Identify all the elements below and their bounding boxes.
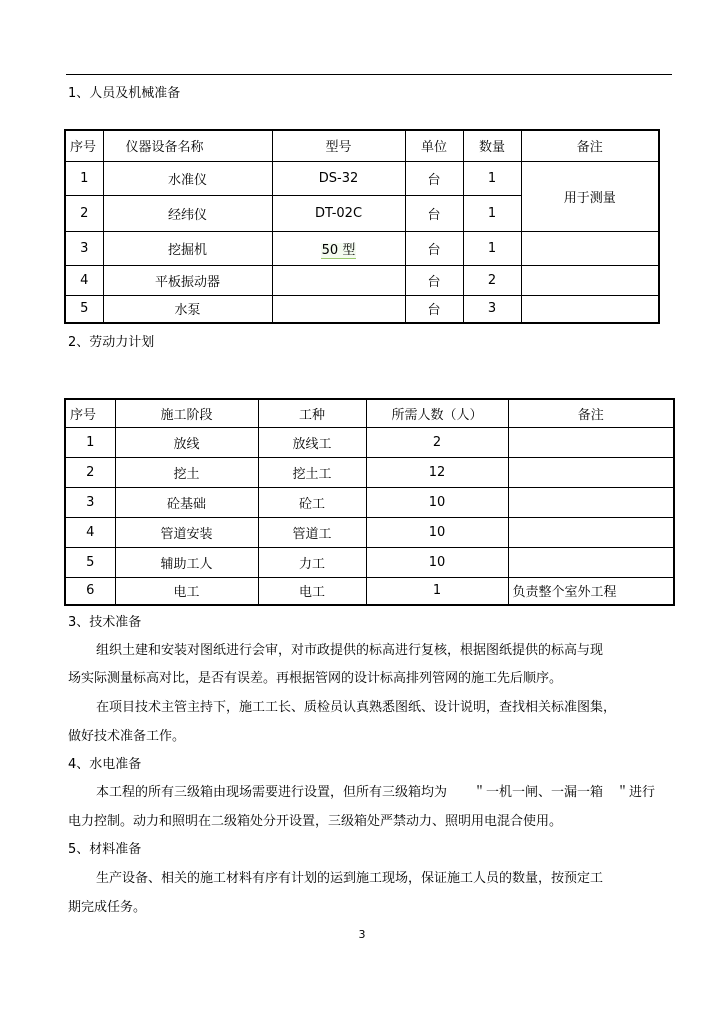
cell-qty: 1 [463,231,521,265]
paragraph-line: 电力控制。动力和照明在二级箱处分开设置，三级箱处严禁动力、照明用电混合使用。 [68,814,563,829]
cell-count: 2 [366,427,508,457]
section-4-title: 4、水电准备 [68,757,142,772]
table-row [65,577,674,605]
cell-stage: 管道安装 [115,517,258,547]
labor-table-header [65,399,674,427]
cell-remark [508,517,674,547]
cell-remark [508,547,674,577]
header-cell: 施工阶段 [115,399,258,427]
cell-remark [521,295,659,323]
table-row [65,161,659,195]
equipment-table-header [65,130,659,161]
section-3-title: 3、技术准备 [68,615,142,630]
cell-count: 10 [366,517,508,547]
table-row [65,295,659,323]
cell-no: 3 [65,231,103,265]
header-cell: 序号 [65,399,115,427]
cell-unit: 台 [405,295,463,323]
paragraph-line: 本工程的所有三级箱由现场需要进行设置，但所有三级箱均为 ＂一机一闸、一漏一箱 ＂进行 [96,785,656,800]
cell-count: 10 [366,547,508,577]
cell-model [272,265,405,295]
paragraph-line: 生产设备、相关的施工材料有序有计划的运到施工现场，保证施工人员的数量，按预定工 [96,871,604,886]
cell-no: 4 [65,265,103,295]
cell-trade: 砼工 [258,487,366,517]
cell-name: 挖掘机 [103,231,272,265]
header-cell: 序号 [65,130,103,161]
paragraph-line: 做好技术准备工作。 [68,729,186,744]
cell-stage: 挖土 [115,457,258,487]
header-cell: 单位 [405,130,463,161]
cell-no: 1 [65,161,103,195]
table-row [65,231,659,265]
header-cell: 所需人数（人） [366,399,508,427]
cell-no: 5 [65,547,115,577]
cell-count: 10 [366,487,508,517]
cell-no: 6 [65,577,115,605]
header-cell: 型号 [272,130,405,161]
cell-unit: 台 [405,161,463,195]
cell-no: 1 [65,427,115,457]
cell-no: 5 [65,295,103,323]
cell-unit: 台 [405,195,463,231]
paragraph-line: 场实际测量标高对比，是否有误差。再根据管网的设计标高排列管网的施工先后顺序。 [68,671,563,686]
table-row [65,547,674,577]
section-1-title: 1、人员及机械准备 [68,86,181,101]
cell-stage: 放线 [115,427,258,457]
cell-count: 12 [366,457,508,487]
section-5-title: 5、材料准备 [68,842,142,857]
cell-qty: 3 [463,295,521,323]
table-row [65,427,674,457]
cell-no: 2 [65,195,103,231]
page-number: 3 [358,928,366,941]
table-row [65,265,659,295]
cell-trade: 放线工 [258,427,366,457]
cell-trade: 力工 [258,547,366,577]
cell-qty: 1 [463,161,521,195]
equipment-table [64,129,660,324]
cell-stage: 砼基础 [115,487,258,517]
cell-model [272,231,405,265]
cell-trade: 电工 [258,577,366,605]
section-2-title: 2、劳动力计划 [68,335,155,350]
cell-trade: 挖土工 [258,457,366,487]
cell-stage: 辅助工人 [115,547,258,577]
cell-unit: 台 [405,265,463,295]
cell-remark [508,427,674,457]
cell-model: DT-02C [272,195,405,231]
paragraph-line: 期完成任务。 [68,900,147,915]
cell-remark [521,231,659,265]
cell-stage: 电工 [115,577,258,605]
cell-name: 水泵 [103,295,272,323]
cell-remark-merged: 用于测量 [521,161,659,231]
cell-qty: 2 [463,265,521,295]
header-cell: 仪器设备名称 [103,130,272,161]
cell-qty: 1 [463,195,521,231]
table-row [65,487,674,517]
paragraph-line: 在项目技术主管主持下，施工工长、质检员认真熟悉图纸、设计说明，查找相关标准图集， [96,700,617,715]
cell-remark [521,265,659,295]
paragraph-line: 组织土建和安装对图纸进行会审，对市政提供的标高进行复核，根据图纸提供的标高与现 [96,643,604,658]
cell-model-text: 50 型 [321,242,356,258]
labor-table [64,398,675,606]
header-cell: 备注 [521,130,659,161]
cell-model [272,295,405,323]
header-cell: 备注 [508,399,674,427]
cell-remark [508,487,674,517]
cell-no: 4 [65,517,115,547]
header-rule [66,74,672,75]
cell-no: 3 [65,487,115,517]
cell-trade: 管道工 [258,517,366,547]
cell-name: 平板振动器 [103,265,272,295]
cell-count: 1 [366,577,508,605]
header-cell: 工种 [258,399,366,427]
cell-name: 水准仪 [103,161,272,195]
table-row [65,457,674,487]
table-row [65,517,674,547]
cell-model: DS-32 [272,161,405,195]
header-cell: 数量 [463,130,521,161]
cell-remark [508,457,674,487]
cell-name: 经纬仪 [103,195,272,231]
cell-unit: 台 [405,231,463,265]
cell-no: 2 [65,457,115,487]
cell-remark: 负责整个室外工程 [508,577,674,605]
